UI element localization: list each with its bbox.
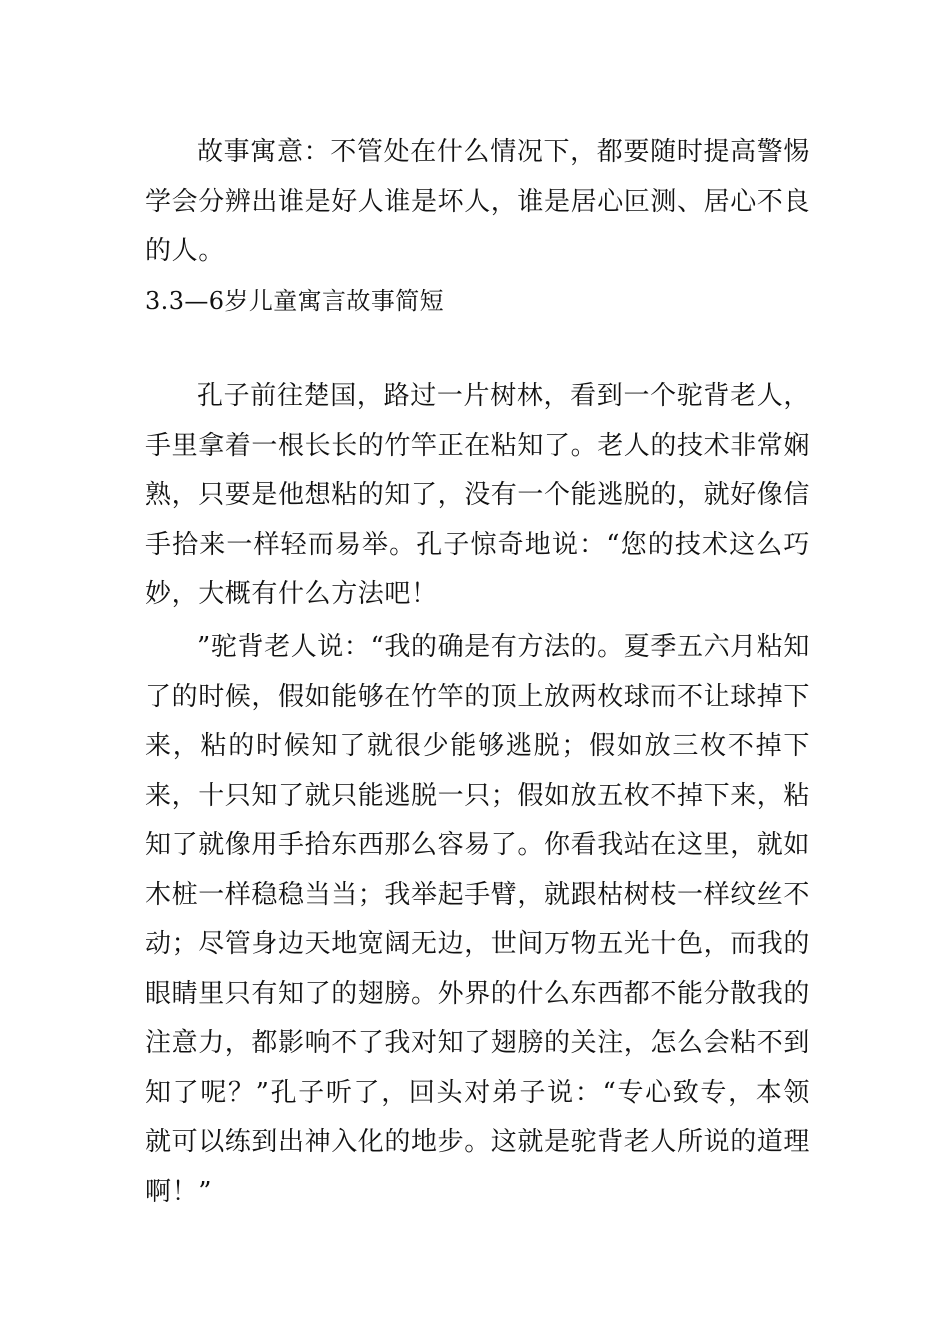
story-paragraph-2: ”驼背老人说：“我的确是有方法的。夏季五六月粘知了的时候，假如能够在竹竿的顶上放两枚球而不让球掉下来，粘的时候知了就很少能够逃脱；假如放三枚不掉下来，十只知了就只能逃脱一只；假如放五枚不掉下来，粘知了就像用手拾东西那么容易了。你看我站在这里，就如木桩一样稳稳当当；我举起手臂，就跟枯树枝一样纹丝不动；尽管身边天地宽阔无边，世间万物五光十色，而我的眼睛里只有知了的翅膀。外界的什么东西都不能分散我的注意力，都影响不了我对知了翅膀的关注，怎么会粘不到知了呢？”孔子听了，回头对弟子说：“专心致专，本领就可以练到出神入化的地步。这就是驼背老人所说的道理啊！” bbox=[145, 632, 811, 1207]
story-paragraph-1: 孔子前往楚国，路过一片树林，看到一个驼背老人，手里拿着一根长长的竹竿正在粘知了。老人的技术非常娴熟，只要是他想粘的知了，没有一个能逃脱的，就好像信手拾来一样轻而易举。孔子惊奇地说：“您的技术这么巧妙，大概有什么方法吧！ bbox=[145, 381, 811, 609]
section-heading: 3.3—6岁儿童寓言故事简短 bbox=[145, 287, 445, 315]
moral-paragraph: 故事寓意：不管处在什么情况下，都要随时提高警惕学会分辨出谁是好人谁是坏人，谁是居心叵测、居心不良的人。 bbox=[145, 137, 811, 266]
